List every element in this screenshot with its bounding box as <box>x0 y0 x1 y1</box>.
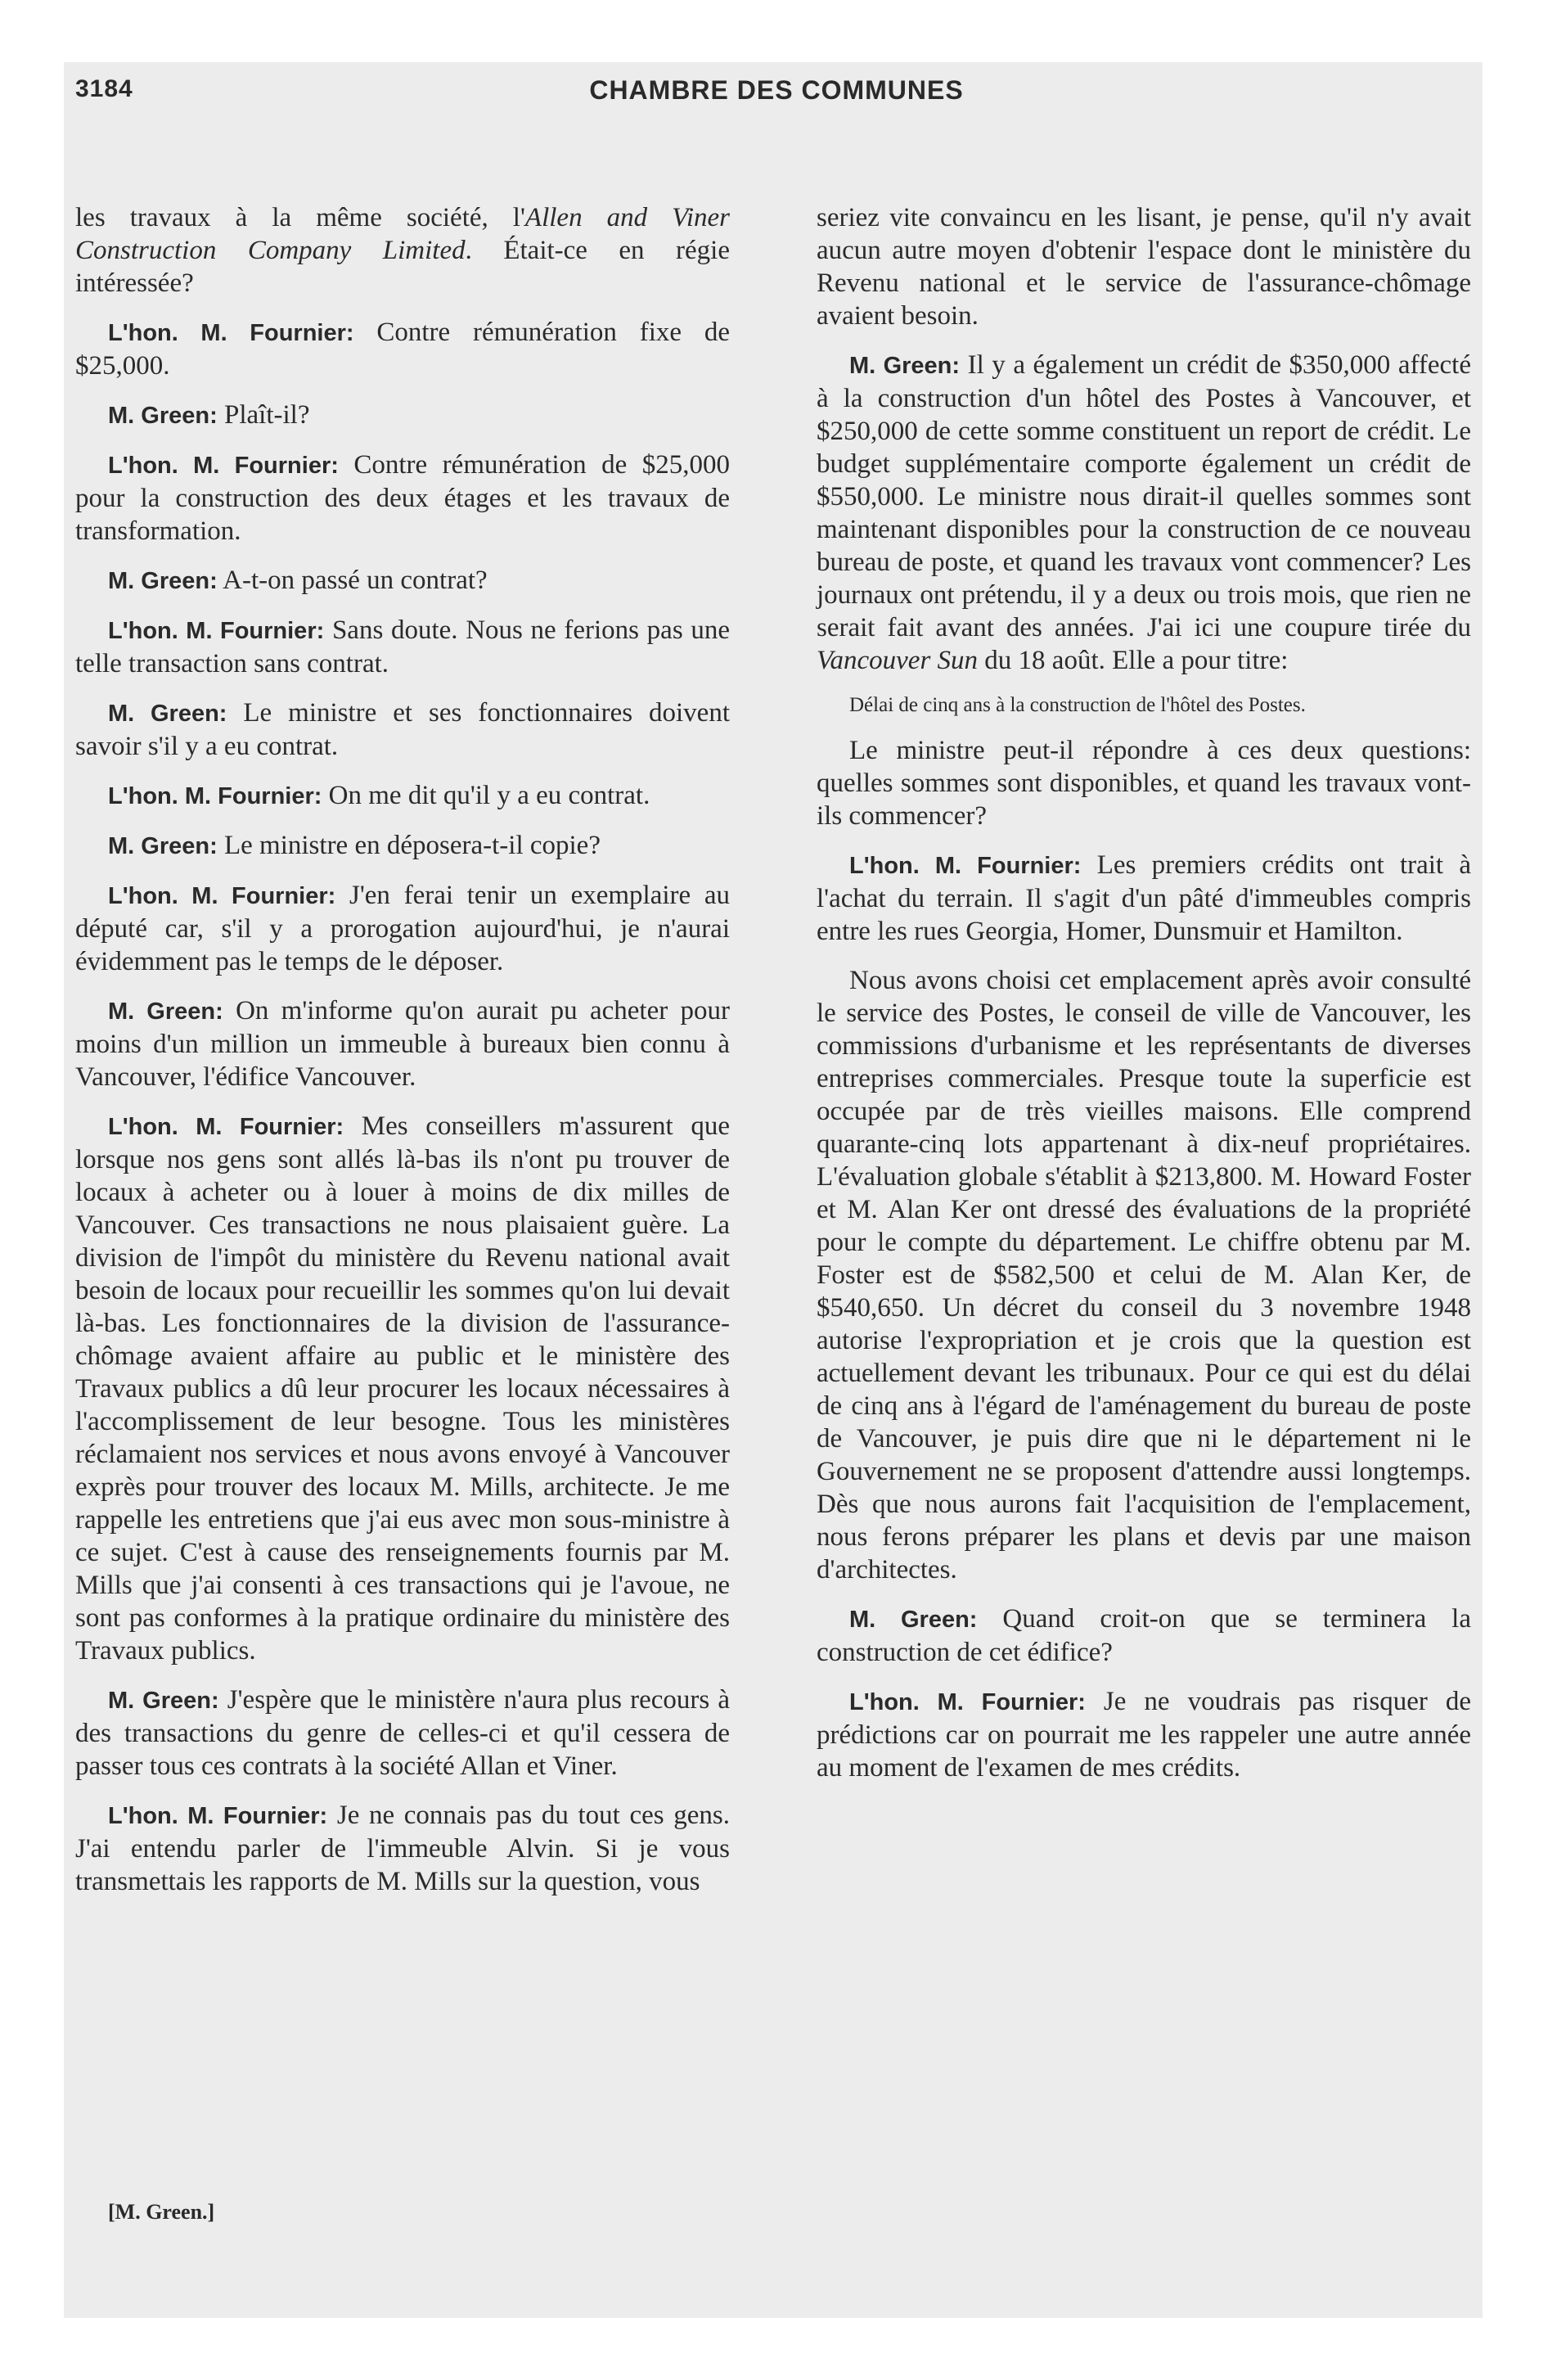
paragraph: L'hon. M. Fournier: Les premiers crédits ont trait à l'achat du terrain. Il s'agit d'un pâté d'immeubles compris entre les rues Georgia, Homer, Dunsmuir et Hamilton. <box>817 850 1471 946</box>
quoted-headline: Délai de cinq ans à la construction de l'hôtel des Postes. <box>849 694 1306 716</box>
left-column <box>75 201 730 1914</box>
speaker: L'hon. M. Fournier: <box>108 783 322 809</box>
speaker: M. Green: <box>108 998 223 1025</box>
speaker: L'hon. M. Fournier: <box>108 320 354 346</box>
speaker: L'hon. M. Fournier: <box>108 1803 328 1829</box>
speaker: L'hon. M. Fournier: <box>108 883 336 909</box>
paragraph: M. Green: Le ministre en déposera-t-il copie? <box>108 831 601 860</box>
paragraph: seriez vite convaincu en les lisant, je pense, qu'il n'y avait aucun autre moyen d'obtenir l'espace dont le ministère du Revenu national et le service de l'assurance-chômage avaient besoin. <box>817 203 1471 331</box>
paragraph: L'hon. M. Fournier: Je ne voudrais pas risquer de prédictions car on pourrait me les rappeler une autre année au moment de l'examen de mes crédits. <box>817 1687 1471 1783</box>
speaker: L'hon. M. Fournier: <box>849 853 1082 879</box>
page-number: 3184 <box>75 75 133 102</box>
paragraph: L'hon. M. Fournier: On me dit qu'il y a eu contrat. <box>108 781 650 810</box>
paragraph: M. Green: On m'informe qu'on aurait pu acheter pour moins d'un million un immeuble à bureaux bien connu à Vancouver, l'édifice Vancouver. <box>75 996 730 1092</box>
paragraph: L'hon. M. Fournier: Sans doute. Nous ne ferions pas une telle transaction sans contrat. <box>75 615 730 678</box>
paragraph: M. Green: J'espère que le ministère n'aura plus recours à des transactions du genre de celles-ci et qu'il cessera de passer tous ces contrats à la société Allan et Viner. <box>75 1685 730 1781</box>
speaker: M. Green: <box>108 833 218 859</box>
paragraph: M. Green: Quand croit-on que se terminera la construction de cet édifice? <box>817 1604 1471 1667</box>
speaker: L'hon. M. Fournier: <box>849 1689 1086 1715</box>
right-column <box>817 201 1471 1801</box>
speaker: M. Green: <box>108 1688 219 1714</box>
paragraph: M. Green: Plaît-il? <box>108 400 310 430</box>
speaker: L'hon. M. Fournier: <box>108 1114 344 1140</box>
paragraph: les travaux à la même société, l'Allen and Viner Construction Company Limited. Était-ce en régie intéressée? <box>75 203 731 298</box>
speaker: M. Green: <box>108 403 218 429</box>
paragraph: L'hon. M. Fournier: Contre rémunération de $25,000 pour la construction des deux étages et les travaux de transformation. <box>75 450 730 546</box>
paragraph: M. Green: Le ministre et ses fonctionnaires doivent savoir s'il y a eu contrat. <box>75 698 731 761</box>
page-header <box>75 75 1478 111</box>
speaker: M. Green: <box>108 568 218 594</box>
speaker: L'hon. M. Fournier: <box>108 453 339 479</box>
paragraph: L'hon. M. Fournier: Contre rémunération fixe de $25,000. <box>75 318 730 381</box>
paragraph: Le ministre peut-il répondre à ces deux questions: quelles sommes sont disponibles, et quand les travaux vont-ils commencer? <box>817 736 1471 831</box>
speaker: M. Green: <box>849 1607 978 1633</box>
running-head: CHAMBRE DES COMMUNES <box>589 75 964 105</box>
footer-speaker-note: [M. Green.] <box>108 2200 215 2224</box>
speaker: M. Green: <box>108 701 227 727</box>
speaker: M. Green: <box>849 353 961 379</box>
speaker: L'hon. M. Fournier: <box>108 618 325 644</box>
paragraph: L'hon. M. Fournier: Je ne connais pas du tout ces gens. J'ai entendu parler de l'immeuble Alvin. Si je vous transmettais les rapports de M. Mills sur la question, vous <box>75 1801 730 1896</box>
paragraph: L'hon. M. Fournier: Mes conseillers m'assurent que lorsque nos gens sont allés là-bas ils n'ont pu trouver de locaux à acheter ou à louer à moins de dix milles de Vancouver. Ces transactions ne nous plaisaient guère. La division de l'impôt du ministère du Revenu national avait besoin de locaux pour recueillir les sommes qu'on lui devait là-bas. Les fonctionnaires de la division de l'assurance-chômage avaient affaire au public et le ministère des Travaux publics a dû leur procurer les locaux nécessaires à l'accomplissement de leur besogne. Tous les ministères réclamaient nos services et nous avons envoyé à Vancouver exprès pour trouver des locaux M. Mills, architecte. Je me rappelle les entretiens que j'ai eus avec mon sous-ministre à ce sujet. C'est à cause des renseignements fournis par M. Mills que j'ai consenti à ces transactions qui je l'avoue, ne sont pas conformes à la pratique ordinaire du ministère des Travaux publics. <box>75 1111 730 1666</box>
paragraph: M. Green: Il y a également un crédit de $350,000 affecté à la construction d'un hôtel des Postes à Vancouver, et $250,000 de cette somme constituent un report de crédit. Le budget supplémentaire comporte également un crédit de $550,000. Le ministre nous dirait-il quelles sommes sont maintenant disponibles pour la construction de ce nouveau bureau de poste, et quand les travaux vont commencer? Les journaux ont prétendu, il y a deux ou trois mois, que rien ne serait fait avant des années. J'ai ici une coupure tirée du Vancouver Sun du 18 août. Elle a pour titre: <box>817 350 1471 675</box>
paragraph: M. Green: A-t-on passé un contrat? <box>108 566 488 595</box>
paragraph: L'hon. M. Fournier: J'en ferai tenir un exemplaire au député car, s'il y a prorogation aujourd'hui, je n'aurai évidemment pas le temps de le déposer. <box>75 881 730 976</box>
paragraph: Nous avons choisi cet emplacement après avoir consulté le service des Postes, le conseil de ville de Vancouver, les commissions d'urbanisme et les représentants de diverses entreprises commerciales. Presque toute la superficie est occupée par de très vieilles maisons. Elle comprend quarante-cinq lots appartenant à dix-neuf propriétaires. L'évaluation globale s'établit à $213,800. M. Howard Foster et M. Alan Ker ont dressé des évaluations de la propriété pour le compte du département. Le chiffre obtenu par M. Foster est de $582,500 et celui de M. Alan Ker, de $540,650. Un décret du conseil du 3 novembre 1948 autorise l'expropriation et je crois que la question est actuellement devant les tribunaux. Pour ce qui est du délai de cinq ans à l'égard de l'aménagement du bureau de poste de Vancouver, je puis dire que ni le département ni le Gouvernement ne se proposent d'attendre aussi longtemps. Dès que nous aurons fait l'acquisition de l'emplacement, nous ferons préparer les plans et devis par une maison d'architectes. <box>817 966 1471 1584</box>
